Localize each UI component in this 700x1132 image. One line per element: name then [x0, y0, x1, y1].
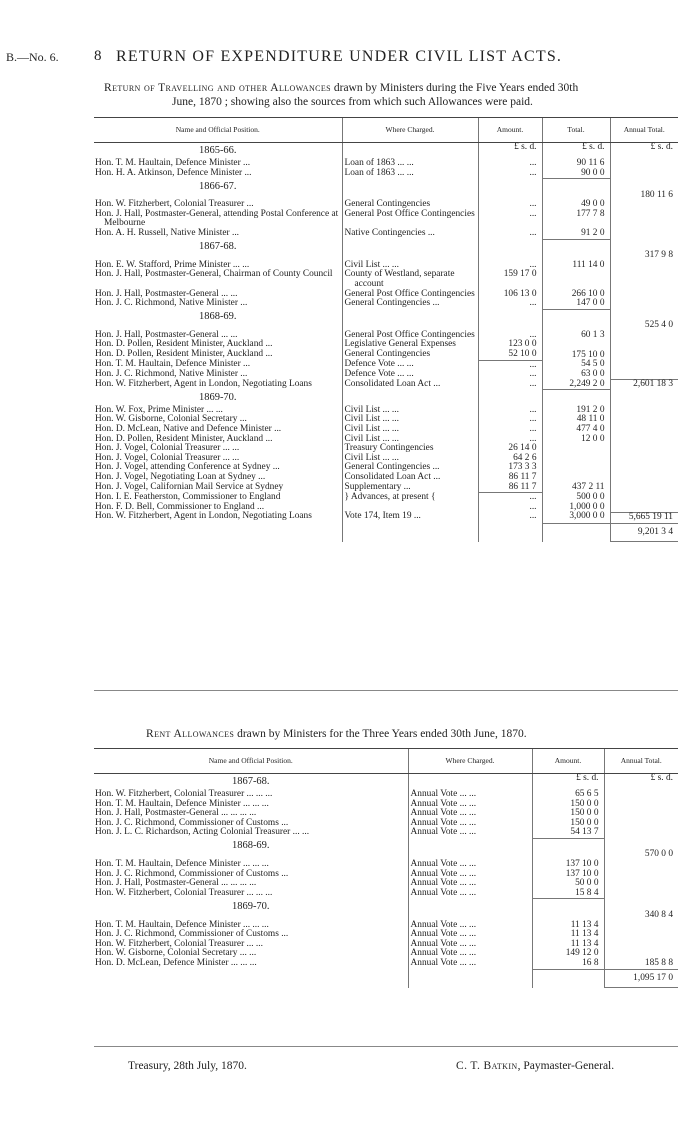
where-charged: Civil List ... ... — [342, 415, 478, 425]
table-row — [94, 210, 678, 229]
total-value: 91 2 0 — [542, 229, 610, 239]
year-heading: 1869-70. — [198, 391, 237, 403]
official-name: Hon. W. Fitzherbert, Colonial Treasurer ... — [95, 199, 254, 210]
total-value — [542, 270, 610, 289]
total-cell — [542, 239, 610, 261]
official-name: Hon. D. McLean, Native and Defence Minister ... — [95, 424, 282, 435]
amount-cell — [478, 309, 542, 331]
amount-value: ... — [478, 425, 542, 435]
table-row — [94, 169, 678, 179]
total-value: 90 11 6 — [542, 159, 610, 169]
annual-total-value: 5,665 19 11 — [610, 512, 678, 523]
total-value — [542, 463, 610, 473]
official-name: Hon. J. Hall, Postmaster-General ... ... — [95, 288, 238, 299]
official-name: Hon. D. Pollen, Resident Minister, Auckland ... — [95, 339, 273, 350]
where-charged: General Contingencies ... — [342, 299, 478, 309]
official-name: Hon. J. Vogel, Negotiating Loan at Sydney ... — [95, 472, 266, 483]
official-name: Hon. F. D. Bell, Commissioner to England ... — [95, 501, 265, 512]
annual-total-value — [604, 828, 678, 838]
amount-value: ... — [478, 406, 542, 416]
annual-total-value — [610, 290, 678, 300]
official-name: Hon. T. M. Haultain, Defence Minister ... ... ... — [95, 919, 269, 930]
official-name: Hon. J. C. Richmond, Native Minister ... — [95, 369, 248, 380]
amount-cell — [478, 390, 542, 406]
annual-total-value — [610, 444, 678, 454]
amount-value: 123 0 0 — [478, 340, 542, 350]
grand-total-row — [94, 523, 678, 542]
grand-total-row — [94, 969, 678, 988]
official-name: Hon. W. Gisborne, Colonial Secretary ... ... — [95, 948, 257, 959]
table-row — [94, 380, 678, 390]
where-charged: General Contingencies — [342, 200, 478, 210]
col-header-amount: Amount. — [532, 749, 604, 774]
official-name: Hon. T. M. Haultain, Defence Minister ... ... ... — [95, 798, 269, 809]
official-name: Hon. J. C. Richmond, Commissioner of Customs ... — [95, 817, 289, 828]
where-charged: Defence Vote ... ... — [342, 360, 478, 370]
where-charged: Supplementary ... — [342, 483, 478, 493]
official-name: Hon. I. E. Featherston, Commissioner to England — [95, 491, 281, 502]
travelling-header-row — [94, 118, 678, 143]
year-heading-row — [94, 179, 678, 201]
amount-value: ... — [478, 299, 542, 309]
official-name: Hon. W. Fox, Prime Minister ... ... — [95, 404, 223, 415]
annual-total-value — [610, 503, 678, 513]
annual-total-value — [610, 169, 678, 179]
grand-total-value: 1,095 17 0 — [604, 969, 678, 988]
official-name: Hon. J. C. Richmond, Commissioner of Customs ... — [95, 868, 289, 879]
amount-value: 137 10 0 — [532, 860, 604, 870]
year-heading-row — [94, 143, 678, 160]
official-name: Hon. J. C. Richmond, Native Minister ... — [95, 298, 248, 309]
where-charged: Civil List ... ... — [342, 454, 478, 464]
travelling-caption-line2: June, 1870 ; showing also the sources from which such Allowances were paid. — [172, 96, 533, 108]
amount-value: 50 0 0 — [532, 879, 604, 889]
signatory-name: C. T. Batkin — [456, 1060, 518, 1072]
amount-value: 54 13 7 — [532, 828, 604, 838]
where-charged: Annual Vote ... ... — [408, 940, 532, 950]
annual-total-value — [604, 940, 678, 950]
footer-signature — [456, 1060, 614, 1072]
annual-total-cell: 340 8 4 — [604, 899, 678, 921]
annual-total-cell: £ s. d. — [610, 143, 678, 160]
annual-total-value — [604, 921, 678, 931]
amount-value: ... — [478, 169, 542, 179]
where-charged: Loan of 1863 ... ... — [342, 159, 478, 169]
footer-rule — [94, 1046, 678, 1047]
annual-total-value — [610, 415, 678, 425]
annual-total-value — [610, 210, 678, 229]
amount-value: ... — [478, 415, 542, 425]
where-charged: Civil List ... ... — [342, 261, 478, 271]
total-value — [542, 454, 610, 464]
annual-total-cell: 317 9 8 — [610, 239, 678, 261]
annual-total-cell: 570 0 0 — [604, 838, 678, 860]
year-heading-row — [94, 239, 678, 261]
annual-total-value — [610, 483, 678, 493]
where-charged: Defence Vote ... ... — [342, 370, 478, 380]
official-name: Hon. J. Hall, Postmaster-General ... ... — [95, 329, 238, 340]
total-value: 60 1 3 — [542, 331, 610, 341]
total-value: 191 2 0 — [542, 406, 610, 416]
amount-value: 86 11 7 — [478, 473, 542, 483]
official-name: Hon. W. Fitzherbert, Colonial Treasurer ... ... ... — [95, 887, 273, 898]
travelling-caption-rest: drawn by Ministers during the Five Years ended 30th — [331, 82, 579, 94]
col-header-where: Where Charged. — [342, 118, 478, 143]
official-name: Hon. T. M. Haultain, Defence Minister ... ... ... — [95, 859, 269, 870]
amount-value: ... — [478, 493, 542, 503]
where-charged: Civil List ... ... — [342, 435, 478, 445]
annual-total-value — [604, 809, 678, 819]
table-row — [94, 229, 678, 239]
where-cell — [342, 239, 478, 261]
amount-value: 150 0 0 — [532, 819, 604, 829]
annual-total-value — [610, 159, 678, 169]
annual-total-value — [604, 879, 678, 889]
amount-value: 11 13 4 — [532, 940, 604, 950]
signatory-title: , Paymaster-General. — [517, 1060, 615, 1072]
annual-total-value — [610, 299, 678, 309]
official-name: Hon. H. A. Atkinson, Defence Minister ... — [95, 167, 252, 178]
total-value: 63 0 0 — [542, 370, 610, 380]
where-charged: Civil List ... ... — [342, 406, 478, 416]
series-number: B.—No. 6. — [6, 50, 59, 64]
where-cell — [408, 969, 532, 988]
amount-value: 150 0 0 — [532, 809, 604, 819]
col-header-annual: Annual Total. — [604, 749, 678, 774]
table-row — [94, 959, 678, 969]
col-header-name: Name and Official Position. — [94, 749, 408, 774]
amount-value: ... — [478, 261, 542, 271]
annual-total-cell: £ s. d. — [604, 774, 678, 791]
amount-value: ... — [478, 380, 542, 390]
total-value: 3,000 0 0 — [542, 512, 610, 523]
year-heading-row — [94, 309, 678, 331]
footer-date: Treasury, 28th July, 1870. — [128, 1060, 247, 1072]
amount-value: 150 0 0 — [532, 800, 604, 810]
total-value: 175 10 0 — [542, 350, 610, 360]
table-row — [94, 270, 678, 289]
where-cell — [342, 309, 478, 331]
total-cell: £ s. d. — [542, 143, 610, 160]
official-name: Hon. J. Hall, Postmaster-General ... ... ... ... — [95, 808, 257, 819]
annual-total-value — [610, 340, 678, 350]
total-value: 2,249 2 0 — [542, 380, 610, 390]
official-name: Hon. W. Fitzherbert, Colonial Treasurer ... ... ... — [95, 789, 273, 799]
amount-value: 64 2 6 — [478, 454, 542, 464]
name-cell — [94, 523, 342, 542]
official-name: Hon. A. H. Russell, Native Minister ... — [95, 228, 240, 239]
where-charged: Annual Vote ... ... — [408, 879, 532, 889]
total-value: 266 10 0 — [542, 290, 610, 300]
amount-value: ... — [478, 200, 542, 210]
annual-total-value — [610, 454, 678, 464]
where-charged: Native Contingencies ... — [342, 229, 478, 239]
amount-cell — [532, 838, 604, 860]
amount-value: 173 3 3 — [478, 463, 542, 473]
official-name: Hon. D. McLean, Defence Minister ... ... ... — [95, 957, 257, 968]
amount-value: ... — [478, 159, 542, 169]
where-charged: Legislative General Expenses — [342, 340, 478, 350]
rent-table — [94, 748, 678, 988]
where-charged: Annual Vote ... ... — [408, 959, 532, 969]
total-value: 111 14 0 — [542, 261, 610, 271]
annual-total-value: 185 8 8 — [604, 959, 678, 969]
where-charged: General Post Office Contingencies — [342, 210, 478, 229]
annual-total-value — [604, 860, 678, 870]
rent-header-row — [94, 749, 678, 774]
annual-total-cell: 525 4 0 — [610, 309, 678, 331]
amount-value: ... — [478, 512, 542, 523]
total-value: 48 11 0 — [542, 415, 610, 425]
amount-cell: £ s. d. — [532, 774, 604, 791]
official-name: Hon. D. Pollen, Resident Minister, Auckland ... — [95, 349, 273, 359]
total-value: 500 0 0 — [542, 493, 610, 503]
year-heading: 1869-70. — [231, 900, 270, 912]
amount-cell — [532, 969, 604, 988]
year-heading: 1868-69. — [198, 311, 237, 323]
where-charged: Treasury Contingencies — [342, 444, 478, 454]
year-heading: 1865-66. — [198, 145, 237, 156]
annual-total-value — [604, 930, 678, 940]
page-number: 8 — [94, 48, 102, 64]
official-name: Hon. J. Hall, Postmaster-General, Chairman of County Council — [95, 269, 333, 280]
amount-value: 137 10 0 — [532, 870, 604, 880]
official-name: Hon. J. C. Richmond, Commissioner of Customs ... — [95, 929, 289, 940]
where-charged: Civil List ... ... — [342, 425, 478, 435]
total-value: 147 0 0 — [542, 299, 610, 309]
where-charged: Annual Vote ... ... — [408, 828, 532, 838]
official-name: Hon. T. M. Haultain, Defence Minister ... — [95, 359, 251, 370]
official-name: Hon. J. Hall, Postmaster-General ... ... ... ... — [95, 878, 257, 889]
annual-total-value — [610, 406, 678, 416]
amount-value: 159 17 0 — [478, 270, 542, 289]
where-charged: Annual Vote ... ... — [408, 921, 532, 931]
official-name: Hon. D. Pollen, Resident Minister, Auckland ... — [95, 433, 273, 444]
year-heading: 1867-68. — [198, 241, 237, 253]
where-charged: Consolidated Loan Act ... — [342, 380, 478, 390]
total-value: 1,000 0 0 — [542, 503, 610, 513]
official-name: Hon. W. Fitzherbert, Agent in London, Negotiating Loans — [95, 511, 312, 522]
where-charged: Annual Vote ... ... — [408, 809, 532, 819]
official-name: Hon. J. Vogel, attending Conference at Sydney ... — [95, 462, 280, 473]
amount-value: 15 8 4 — [532, 889, 604, 899]
amount-value: ... — [478, 331, 542, 341]
amount-value: 65 6 5 — [532, 790, 604, 800]
annual-total-value — [610, 331, 678, 341]
annual-total-cell — [610, 390, 678, 406]
official-name: Hon. E. W. Stafford, Prime Minister ... ... — [95, 259, 250, 270]
total-value: 177 7 8 — [542, 210, 610, 229]
rent-caption — [146, 727, 686, 741]
amount-value: ... — [478, 370, 542, 380]
where-cell — [408, 838, 532, 860]
annual-total-value — [610, 360, 678, 370]
amount-value: ... — [478, 360, 542, 370]
year-heading: 1866-67. — [198, 180, 237, 192]
total-value — [542, 444, 610, 454]
amount-value: ... — [478, 210, 542, 229]
name-cell — [94, 969, 408, 988]
amount-cell — [478, 239, 542, 261]
section-rule — [94, 690, 678, 691]
total-cell — [542, 390, 610, 406]
annual-total-value — [604, 819, 678, 829]
page-title: RETURN OF EXPENDITURE UNDER CIVIL LIST ACTS. — [116, 48, 563, 65]
where-charged: Annual Vote ... ... — [408, 790, 532, 800]
total-value: 437 2 11 — [542, 483, 610, 493]
year-heading: 1868-69. — [231, 840, 270, 852]
annual-total-value — [610, 270, 678, 289]
grand-total-value: 9,201 3 4 — [610, 523, 678, 542]
official-name: Hon. W. Fitzherbert, Agent in London, Negotiating Loans — [95, 378, 312, 389]
amount-cell: £ s. d. — [478, 143, 542, 160]
official-name: Hon. J. Hall, Postmaster-General, attending Postal Conference at Melbourne — [95, 208, 339, 229]
amount-value: 26 14 0 — [478, 444, 542, 454]
annual-total-value — [604, 790, 678, 800]
where-cell — [408, 774, 532, 791]
annual-total-value — [610, 463, 678, 473]
official-name: Hon. W. Gisborne, Colonial Secretary ... — [95, 414, 247, 425]
annual-total-cell: 180 11 6 — [610, 179, 678, 201]
where-charged: Annual Vote ... ... — [408, 800, 532, 810]
table-row — [94, 299, 678, 309]
amount-cell — [478, 179, 542, 201]
official-name: Hon. J. Vogel, Colonial Treasurer ... ... — [95, 452, 240, 463]
col-header-total: Total. — [542, 118, 610, 143]
where-charged: Vote 174, Item 19 ... — [342, 512, 478, 523]
official-name: Hon. T. M. Haultain, Defence Minister ... — [95, 158, 251, 168]
where-charged: General Post Office Contingencies — [342, 290, 478, 300]
official-name: Hon. W. Fitzherbert, Colonial Treasurer ... ... — [95, 938, 263, 949]
table-row — [94, 512, 678, 523]
amount-cell — [532, 899, 604, 921]
total-value — [542, 340, 610, 350]
total-value: 90 0 0 — [542, 169, 610, 179]
year-heading-row — [94, 838, 678, 860]
col-header-where: Where Charged. — [408, 749, 532, 774]
annual-total-value — [610, 473, 678, 483]
annual-total-value — [610, 425, 678, 435]
total-value: 477 4 0 — [542, 425, 610, 435]
where-charged: Consolidated Loan Act ... — [342, 473, 478, 483]
where-charged: Annual Vote ... ... — [408, 949, 532, 959]
annual-total-value — [604, 889, 678, 899]
amount-value: 106 13 0 — [478, 290, 542, 300]
official-name: Hon. J. Vogel, Colonial Treasurer ... ... — [95, 443, 240, 454]
official-name: Hon. J. Vogel, Californian Mail Service at Sydney — [95, 481, 284, 492]
col-header-annual: Annual Total. — [610, 118, 678, 143]
annual-total-value — [610, 493, 678, 503]
annual-total-value: 2,601 18 3 — [610, 380, 678, 390]
travelling-caption — [104, 81, 684, 109]
amount-value: 11 13 4 — [532, 921, 604, 931]
year-heading-row — [94, 899, 678, 921]
where-charged: General Post Office Contingencies — [342, 331, 478, 341]
amount-value: 52 10 0 — [478, 350, 542, 360]
total-value: 54 5 0 — [542, 360, 610, 370]
total-value: 49 0 0 — [542, 200, 610, 210]
total-cell — [542, 179, 610, 201]
where-charged: Loan of 1863 ... ... — [342, 169, 478, 179]
annual-total-value — [610, 350, 678, 360]
amount-value: ... — [478, 503, 542, 513]
year-heading-row — [94, 390, 678, 406]
where-charged: Annual Vote ... ... — [408, 870, 532, 880]
rent-caption-rest: drawn by Ministers for the Three Years ended 30th June, 1870. — [234, 728, 527, 740]
travelling-caption-lead: Return of Travelling and other Allowances — [104, 82, 331, 94]
total-value: 12 0 0 — [542, 435, 610, 445]
total-cell — [542, 523, 610, 542]
year-heading: 1867-68. — [231, 776, 270, 787]
amount-value: ... — [478, 229, 542, 239]
amount-cell — [478, 523, 542, 542]
annual-total-value — [610, 200, 678, 210]
where-cell — [408, 899, 532, 921]
where-charged: Annual Vote ... ... — [408, 819, 532, 829]
where-cell — [342, 523, 478, 542]
col-header-name: Name and Official Position. — [94, 118, 342, 143]
where-charged: Annual Vote ... ... — [408, 860, 532, 870]
page-header — [0, 48, 700, 70]
where-cell — [342, 390, 478, 406]
where-cell — [342, 179, 478, 201]
annual-total-value — [604, 800, 678, 810]
year-heading-row — [94, 774, 678, 791]
annual-total-value — [610, 229, 678, 239]
travelling-table — [94, 117, 678, 542]
total-cell — [542, 309, 610, 331]
rent-caption-lead: Rent Allowances — [146, 728, 235, 740]
official-name: Hon. J. L. C. Richardson, Acting Colonial Treasurer ... ... — [95, 827, 310, 838]
table-row — [94, 828, 678, 838]
where-charged: County of Westland, separate account — [342, 270, 478, 289]
annual-total-value — [610, 435, 678, 445]
amount-value: 11 13 4 — [532, 930, 604, 940]
where-charged: Annual Vote ... ... — [408, 889, 532, 899]
table-row — [94, 889, 678, 899]
amount-value: 149 12 0 — [532, 949, 604, 959]
annual-total-value — [610, 261, 678, 271]
where-charged: } Advances, at present { — [342, 493, 478, 503]
where-cell — [342, 143, 478, 160]
annual-total-value — [604, 870, 678, 880]
col-header-amount: Amount. — [478, 118, 542, 143]
where-charged: General Contingencies ... — [342, 463, 478, 473]
where-charged: General Contingencies — [342, 350, 478, 360]
amount-value: ... — [478, 435, 542, 445]
amount-value: 16 8 — [532, 959, 604, 969]
where-charged: Annual Vote ... ... — [408, 930, 532, 940]
amount-value: 86 11 7 — [478, 483, 542, 493]
